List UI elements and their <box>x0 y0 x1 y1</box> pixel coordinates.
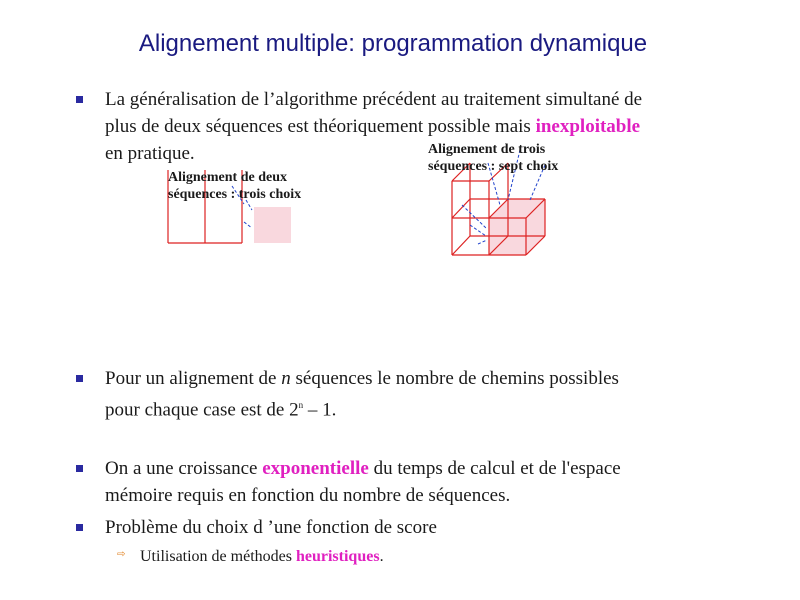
sub-bullet-arrow-icon: ⇨ <box>117 549 126 560</box>
heuristiques-highlight: heuristiques <box>295 548 380 565</box>
exponentielle-highlight: exponentielle <box>262 458 369 479</box>
bullet-4-marker <box>76 524 83 531</box>
bullet-3-line-2: mémoire requis en fonction du nombre de séquences. <box>105 485 511 506</box>
figure-three-caption <box>428 141 558 175</box>
inexploitable-highlight: inexploitable <box>535 116 641 137</box>
exponent-n: n <box>298 400 304 410</box>
bullet-3-text <box>105 455 745 509</box>
bullet-2-line-1-a: Pour un alignement de <box>105 368 282 389</box>
slide-title: Alignement multiple: programmation dynamique <box>138 30 648 57</box>
bullet-4-line-1: Problème du choix d ’une fonction de score <box>105 517 437 538</box>
bullet-2-text <box>105 365 745 423</box>
bullet-2-line-2-b: – 1. <box>303 399 337 421</box>
bullet-3-marker <box>76 465 83 472</box>
bullet-2-line-2 <box>105 392 745 423</box>
figure-two-caption-line-2: séquences : trois choix <box>168 187 302 202</box>
bullet-3-line-1-c: du temps de calcul et de l'espace <box>368 458 621 479</box>
bullet-1-line-3: en pratique. <box>105 143 195 164</box>
bullet-3-line-1-a: On a une croissance <box>105 458 263 479</box>
bullet-4-text <box>105 514 745 541</box>
bullet-1-line-2-text: plus de deux séquences est théoriquement possible mais <box>105 116 536 137</box>
figure-three-caption-line-1: Alignement de trois <box>428 142 546 157</box>
bullet-2-line-2-a: pour chaque case est de 2 <box>105 399 299 421</box>
bullet-3-line-1 <box>105 455 745 482</box>
sub-bullet-text <box>140 547 384 567</box>
figure-two-caption-line-1: Alignement de deux <box>168 170 287 185</box>
sub-bullet-text-a: Utilisation de méthodes <box>140 548 296 565</box>
bullet-2-line-1 <box>105 365 745 392</box>
variable-n: n <box>281 368 291 389</box>
bullet-2-line-1-c: séquences le nombre de chemins possibles <box>290 368 619 389</box>
sub-bullet-text-c: . <box>379 548 384 565</box>
bullet-1-line-1: La généralisation de l’algorithme précédent au traitement simultané de <box>105 89 643 110</box>
figure-three-caption-line-2: séquences : sept choix <box>428 159 559 174</box>
bullet-2-marker <box>76 375 83 382</box>
